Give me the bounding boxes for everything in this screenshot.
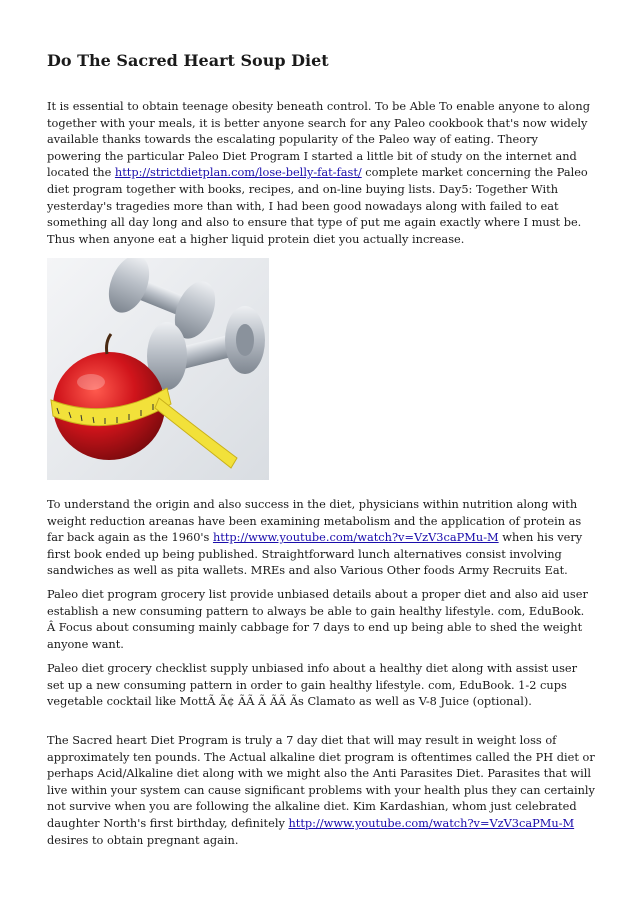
paragraph-grocery-list: Paleo diet program grocery list provide unbiased details about a proper diet and also aid user establish a new consuming pattern to always be able to gain healthy lifestyle. com, EduBook. Â Focus about consuming mainly cabbage for 7 days to end up being able to shed the weight anyone want. bbox=[47, 587, 588, 651]
youtube-link-2[interactable]: http://www.youtube.com/watch?v=VzV3caPMu-M bbox=[288, 815, 575, 830]
paragraph-sacred-heart bbox=[47, 732, 595, 848]
paragraph-intro bbox=[47, 98, 595, 247]
paragraph-text: The Sacred heart Diet Program is truly a 7 day diet that will may result in weight loss of approximately ten pounds. The Actual alkaline diet program is oftentimes called the PH diet or perhaps Acid/Alkaline diet along with we might also the Anti Parasites Diet. Parasites that will live within your system can cause significant problems with your health plus they can certainly not survive when you are following the alkaline diet. Kim Kardashian, whom just celebrated daughter North's first birthday, definitely bbox=[47, 733, 595, 830]
page-title: Do The Sacred Heart Soup Diet bbox=[47, 51, 329, 70]
apple-dumbbell-photo bbox=[47, 258, 269, 480]
paragraph-text: complete market concerning the Paleo diet program together with books, recipes, and on-line buying lists. Day5: Together With yesterday's tragedies more than with, I had been good nowadays along with failed to eat something all day long and also to ensure that type of put me again exactly where I must be. Thus when anyone eat a higher liquid protein diet you actually increase. bbox=[47, 165, 588, 246]
paragraph-origin bbox=[47, 496, 595, 579]
diet-plan-link[interactable]: http://strictdietplan.com/lose-belly-fat-fast/ bbox=[114, 165, 362, 180]
paragraph-text: when his very first book ended up being published. Straightforward lunch alternatives consist involving sandwiches as well as pita wallets. MREs and also Various Other foods Army Recruits Eat. bbox=[47, 530, 583, 578]
paragraph-text: To understand the origin and also success in the diet, physicians within nutrition along with weight reduction areanas have been examining metabolism and the application of protein as far back again as the 1960's bbox=[47, 497, 582, 545]
youtube-link[interactable]: http://www.youtube.com/watch?v=VzV3caPMu-M bbox=[212, 530, 499, 545]
paragraph-text: desires to obtain pregnant again. bbox=[47, 832, 239, 847]
paragraph-text: It is essential to obtain teenage obesity beneath control. To be Able To enable anyone to along together with your meals, it is better anyone search for any Paleo cookbook that's now widely available thanks towards the escalating popularity of the Paleo way of eating. Theory powering the particular Paleo Diet Program I started a little bit of study on the internet and located the bbox=[47, 99, 590, 180]
paragraph-grocery-checklist: Paleo diet grocery checklist supply unbiased info about a healthy diet along with assist user set up a new consuming pattern in order to gain healthy lifestyle. com, EduBook. 1-2 cups vegetable cocktail like MottÃ Ã¢ ÃÃ Ã ÃÃ Ãs Clamato as well as V-8 Juice (optional). bbox=[47, 661, 578, 709]
